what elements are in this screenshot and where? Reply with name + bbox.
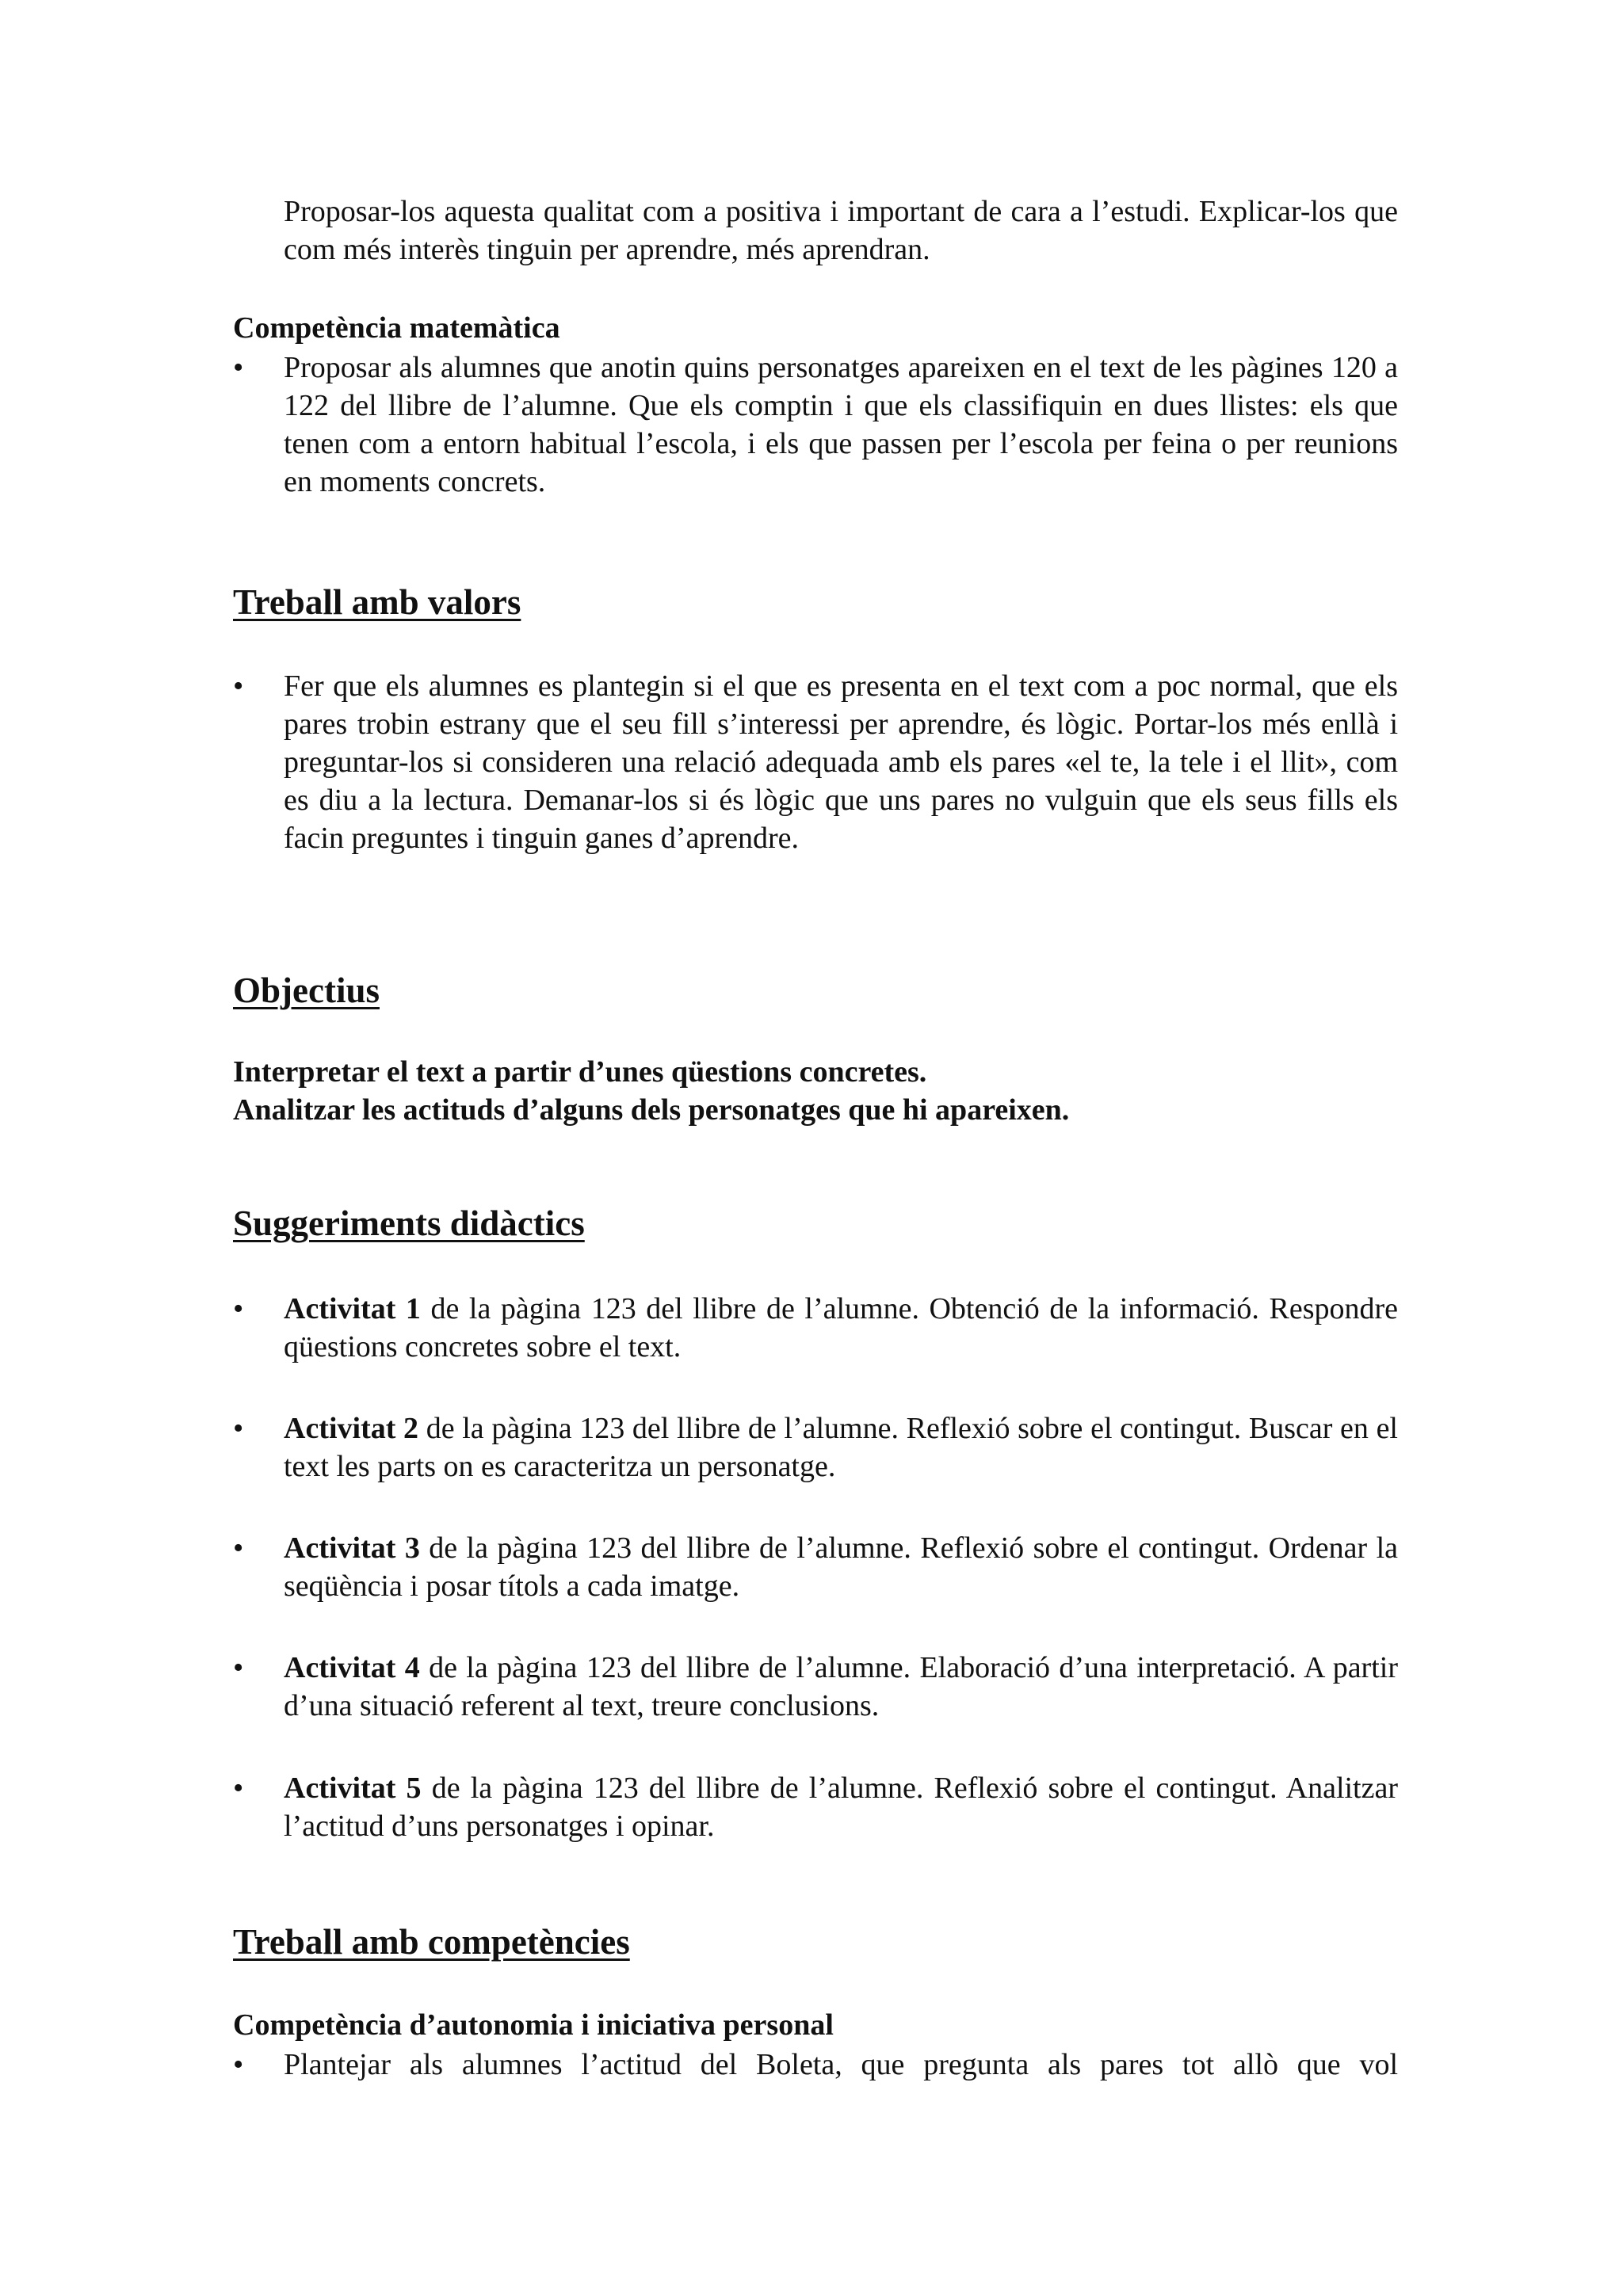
activity-label: Activitat 3 bbox=[284, 1531, 420, 1565]
competencies-bullet-text: Plantejar als alumnes l’actitud del Boleta, que pregunta als pares tot allò que vol bbox=[284, 2048, 1398, 2081]
bullet-icon: • bbox=[233, 669, 244, 703]
comp-mat-heading: Competència matemàtica bbox=[233, 311, 560, 345]
activity-description: de la pàgina 123 del llibre de l’alumne. Reflexió sobre el contingut. Ordenar la seqüència i posar títols a cada imatge. bbox=[284, 1531, 1399, 1603]
bullet-icon: • bbox=[233, 1412, 244, 1445]
objectius-line-2: Analitzar les actituds d’alguns dels personatges que hi apareixen. bbox=[233, 1093, 1070, 1127]
competencies-sub-heading: Competència d’autonomia i iniciativa personal bbox=[233, 2008, 834, 2042]
comp-mat-bullet-text: Proposar als alumnes que anotin quins personatges apareixen en el text de les pàgines 120 a 122 del llibre de l’alumne. Que els comptin i que els classifiquin en dues llistes: els que tenen com a entorn habitual l’escola, i els que passen per l’escola per feina o per reunions en moments concrets. bbox=[284, 351, 1398, 498]
valors-heading: Treball amb valors bbox=[233, 582, 521, 622]
activity-description: de la pàgina 123 del llibre de l’alumne. Elaboració d’una interpretació. A partir d’una situació referent al text, treure conclusions. bbox=[284, 1651, 1398, 1722]
activity-label: Activitat 5 bbox=[284, 1772, 422, 1805]
activity-label: Activitat 4 bbox=[284, 1651, 420, 1684]
bullet-icon: • bbox=[233, 1772, 244, 1805]
activity-description: de la pàgina 123 del llibre de l’alumne. Reflexió sobre el contingut. Buscar en el text les parts on es caracteritza un personatge. bbox=[284, 1412, 1398, 1483]
activity-text bbox=[284, 1290, 1398, 1366]
activity-label: Activitat 2 bbox=[284, 1412, 419, 1445]
activity-text bbox=[284, 1769, 1398, 1845]
competencies-heading: Treball amb competències bbox=[233, 1922, 630, 1962]
bullet-icon: • bbox=[233, 2048, 244, 2081]
suggeriments-heading: Suggeriments didàctics bbox=[233, 1203, 585, 1243]
activity-description: de la pàgina 123 del llibre de l’alumne. Obtenció de la informació. Respondre qüestions concretes sobre el text. bbox=[284, 1292, 1398, 1363]
objectius-heading: Objectius bbox=[233, 971, 380, 1010]
intro-paragraph: Proposar-los aquesta qualitat com a positiva i important de cara a l’estudi. Explicar-los que com més interès tinguin per aprendre, més aprendran. bbox=[284, 195, 1398, 266]
activity-label: Activitat 1 bbox=[284, 1292, 421, 1325]
activity-text bbox=[284, 1649, 1398, 1725]
bullet-icon: • bbox=[233, 1531, 244, 1565]
objectius-line-1: Interpretar el text a partir d’unes qüestions concretes. bbox=[233, 1055, 927, 1089]
valors-bullet-text: Fer que els alumnes es plantegin si el que es presenta en el text com a poc normal, que els pares trobin estrany que el seu fill s’interessi per aprendre, és lògic. Portar-los més enllà i preguntar-los si consideren una relació adequada amb els pares «el te, la tele i el llit», com es diu a la lectura. Demanar-los si és lògic que uns pares no vulguin que els seus fills els facin preguntes i tinguin ganes d’aprendre. bbox=[284, 669, 1398, 855]
activity-description: de la pàgina 123 del llibre de l’alumne. Reflexió sobre el contingut. Analitzar l’actitud d’uns personatges i opinar. bbox=[284, 1772, 1399, 1843]
bullet-icon: • bbox=[233, 351, 244, 384]
bullet-icon: • bbox=[233, 1292, 244, 1325]
bullet-icon: • bbox=[233, 1651, 244, 1684]
activity-text bbox=[284, 1409, 1398, 1486]
activity-text bbox=[284, 1529, 1398, 1605]
